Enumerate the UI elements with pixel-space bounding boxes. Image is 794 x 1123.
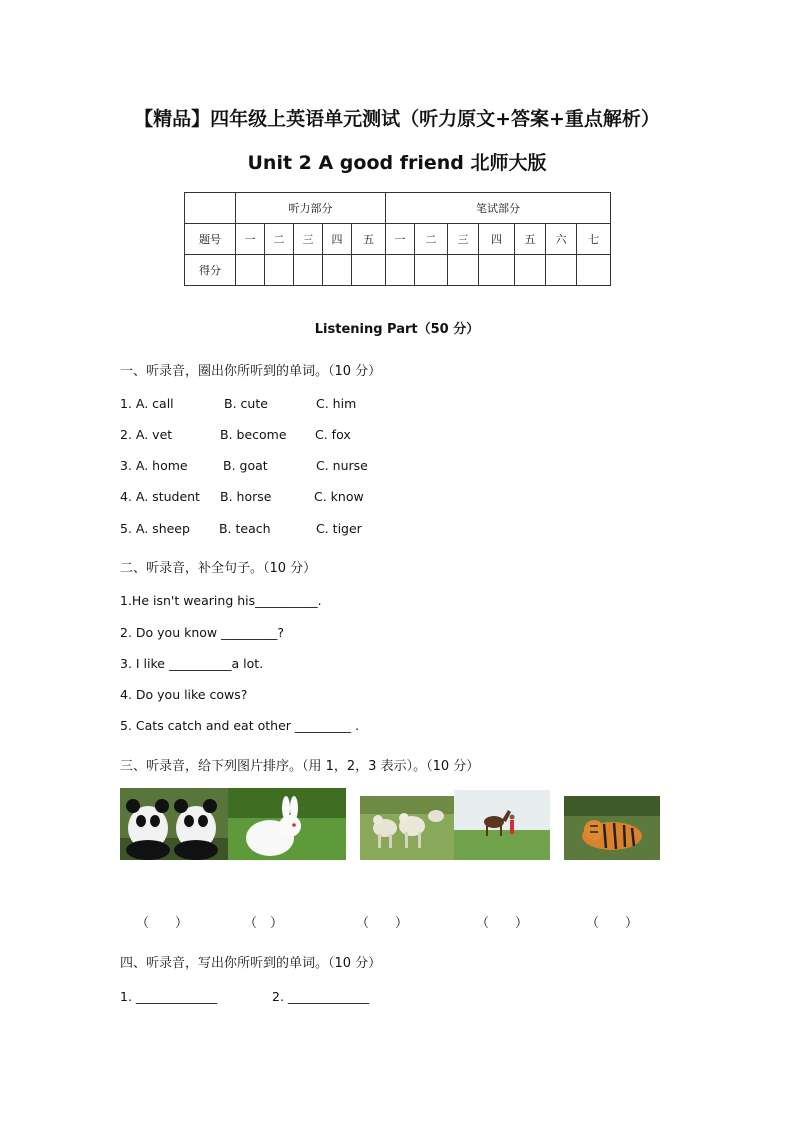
lambs-picture	[360, 796, 454, 860]
sentence-item[interactable]: 1.He isn't wearing his__________.	[120, 593, 322, 608]
section4-heading: 四、听录音，写出你所听到的单词。（10 分）	[120, 956, 382, 971]
score-table-corner	[185, 193, 236, 224]
horse-picture	[454, 790, 550, 860]
option-a[interactable]: 2. A. vet	[120, 427, 173, 442]
listening-number-cell: 四	[323, 224, 352, 255]
score-cell[interactable]	[515, 255, 546, 286]
listening-number-cell: 三	[294, 224, 323, 255]
write-answer-1[interactable]: 1. _____________	[120, 989, 218, 1004]
listening-part-heading: Listening Part（50 分）	[314, 322, 480, 337]
score-cell[interactable]	[386, 255, 415, 286]
option-c[interactable]: C. tiger	[316, 521, 362, 536]
score-cell[interactable]	[294, 255, 323, 286]
section1-heading: 一、听录音，圈出你所听到的单词。（10 分）	[120, 364, 382, 379]
section3-heading: 三、听录音，给下列图片排序。（用 1，2，3 表示）。（10 分）	[120, 759, 480, 774]
answer-slot[interactable]: （ ）	[356, 916, 409, 931]
writing-number-cell: 四	[479, 224, 515, 255]
rabbit-picture	[228, 788, 346, 860]
option-c[interactable]: C. nurse	[316, 458, 368, 473]
option-b[interactable]: B. cute	[224, 396, 268, 411]
listening-number-cell: 五	[352, 224, 386, 255]
option-a[interactable]: 3. A. home	[120, 458, 188, 473]
score-cell[interactable]	[577, 255, 611, 286]
score-cell[interactable]	[236, 255, 265, 286]
option-b[interactable]: B. goat	[223, 458, 268, 473]
answer-slot[interactable]: （ ）	[136, 916, 189, 931]
row-label-score: 得分	[185, 255, 236, 286]
option-c[interactable]: C. know	[314, 489, 364, 504]
option-c[interactable]: C. fox	[315, 427, 351, 442]
listening-number-cell: 一	[236, 224, 265, 255]
sentence-item[interactable]: 3. I like __________a lot.	[120, 656, 264, 671]
section2-heading: 二、听录音，补全句子。（10 分）	[120, 561, 317, 576]
pandas-picture	[120, 788, 228, 860]
title-line-2: Unit 2 A good friend 北师大版	[247, 152, 547, 174]
answer-slot[interactable]: （ ）	[244, 916, 284, 931]
option-a[interactable]: 1. A. call	[120, 396, 174, 411]
option-b[interactable]: B. become	[220, 427, 287, 442]
writing-number-cell: 二	[415, 224, 448, 255]
writing-group-header: 笔试部分	[386, 193, 611, 224]
writing-number-cell: 六	[546, 224, 577, 255]
sentence-item[interactable]: 5. Cats catch and eat other _________ .	[120, 718, 360, 733]
option-b[interactable]: B. horse	[220, 489, 272, 504]
writing-number-cell: 一	[386, 224, 415, 255]
answer-slot[interactable]: （ ）	[476, 916, 529, 931]
option-a[interactable]: 5. A. sheep	[120, 521, 190, 536]
listening-number-cell: 二	[265, 224, 294, 255]
score-cell[interactable]	[546, 255, 577, 286]
title-line-1: 【精品】四年级上英语单元测试（听力原文+答案+重点解析）	[134, 108, 660, 130]
score-cell[interactable]	[352, 255, 386, 286]
write-answer-2[interactable]: 2. _____________	[272, 989, 370, 1004]
sentence-item[interactable]: 2. Do you know _________?	[120, 625, 284, 640]
row-label-number: 题号	[185, 224, 236, 255]
score-cell[interactable]	[265, 255, 294, 286]
score-table	[184, 192, 611, 286]
option-b[interactable]: B. teach	[219, 521, 271, 536]
listening-group-header: 听力部分	[236, 193, 386, 224]
answer-slot[interactable]: （ ）	[586, 916, 639, 931]
score-cell[interactable]	[323, 255, 352, 286]
tiger-picture	[564, 796, 660, 860]
option-c[interactable]: C. him	[316, 396, 357, 411]
score-cell[interactable]	[415, 255, 448, 286]
writing-number-cell: 五	[515, 224, 546, 255]
writing-number-cell: 七	[577, 224, 611, 255]
sentence-item: 4. Do you like cows?	[120, 687, 248, 702]
option-a[interactable]: 4. A. student	[120, 489, 200, 504]
score-cell[interactable]	[448, 255, 479, 286]
writing-number-cell: 三	[448, 224, 479, 255]
score-cell[interactable]	[479, 255, 515, 286]
